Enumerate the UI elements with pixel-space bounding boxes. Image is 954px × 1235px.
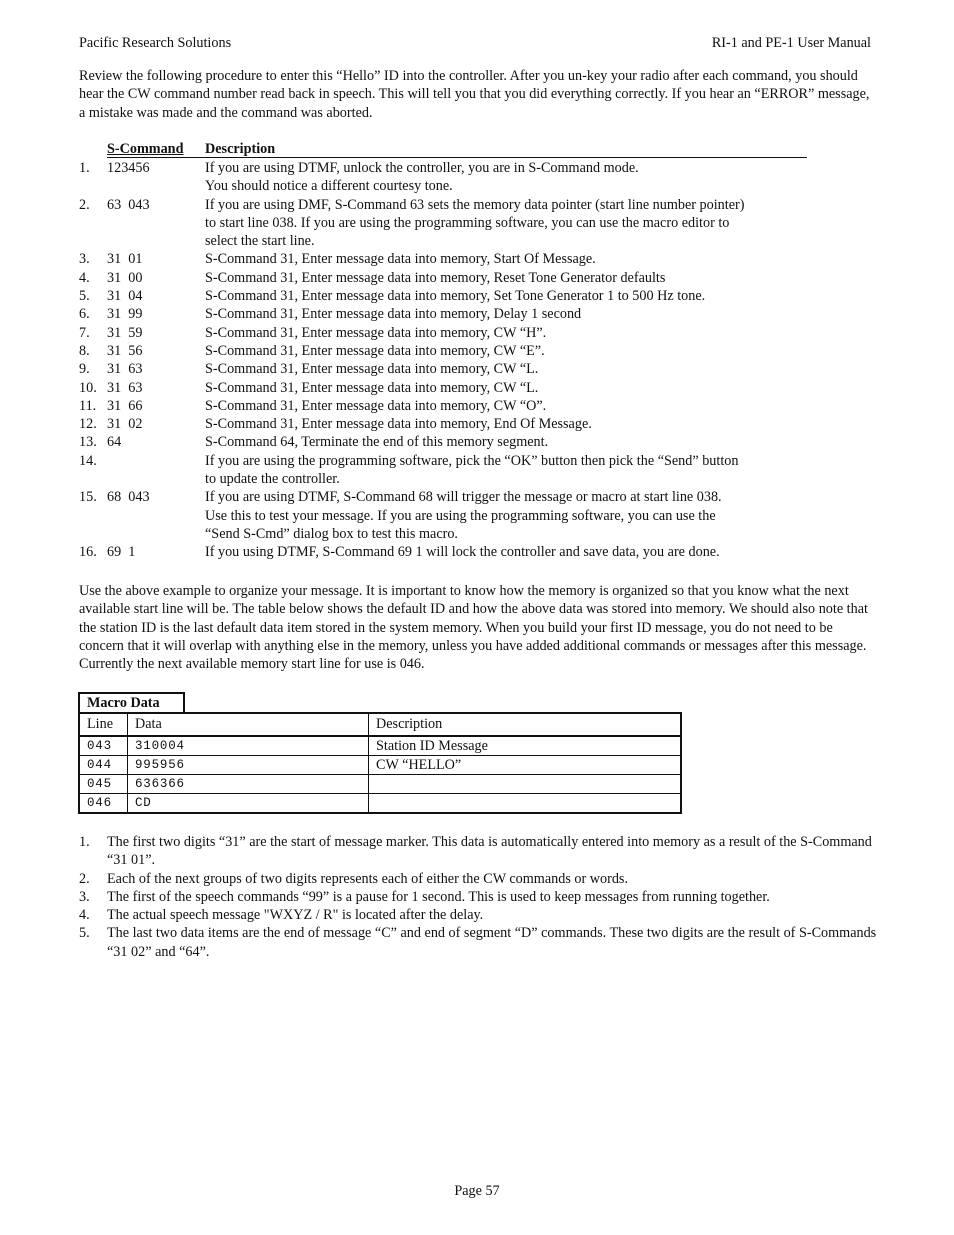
command-row	[79, 342, 819, 360]
command-description	[205, 543, 819, 561]
command-code: 31 63	[107, 379, 143, 396]
list-item	[79, 833, 879, 870]
description-line: “Send S-Cmd” dialog box to test this macro.	[205, 525, 458, 542]
command-code: 31 99	[107, 306, 143, 323]
note-number: 2.	[79, 870, 90, 887]
header-company: Pacific Research Solutions	[79, 35, 232, 51]
table-row	[79, 756, 681, 775]
data-column-header: Data	[128, 713, 369, 736]
description-line: If you are using DMF, S-Command 63 sets the memory data pointer (start line number pointer)	[205, 196, 745, 213]
command-code: 69 1	[107, 544, 136, 561]
step-number: 4.	[79, 269, 90, 286]
step-number: 14.	[79, 452, 97, 469]
command-description	[205, 433, 819, 451]
table-row	[79, 736, 681, 756]
description-cell: CW “HELLO”	[369, 756, 682, 775]
command-row	[79, 250, 819, 268]
list-item	[79, 906, 879, 924]
list-item	[79, 924, 879, 961]
command-code: 31 01	[107, 251, 143, 268]
command-description	[205, 196, 819, 251]
description-line: S-Command 31, Enter message data into memory, Set Tone Generator 1 to 500 Hz tone.	[205, 288, 706, 305]
description-line: Use this to test your message. If you are using the programming software, you can use the	[205, 507, 716, 524]
data-cell: 310004	[128, 736, 369, 756]
command-code: 31 56	[107, 342, 143, 359]
step-number: 5.	[79, 288, 90, 305]
list-item	[79, 870, 879, 888]
step-number: 3.	[79, 251, 90, 268]
command-row	[79, 159, 819, 196]
summary-paragraph: Use the above example to organize your message. It is important to know how the memory is organized so that you know what the next available start line will be. The table below shows the default ID and how the above data was stored into memory. We should also note that the station ID is the last default data item stored in the system memory. When you build your first ID message, you do not need to be concern that it will overlap with anything else in the memory, unless you have added additional commands or messages after this message. Currently the next available memory start line for use is 046.	[79, 583, 868, 673]
command-code: 31 66	[107, 397, 143, 414]
description-line: If you are using DTMF, S-Command 68 will trigger the message or macro at start line 038.	[205, 489, 722, 506]
step-number: 15.	[79, 489, 97, 506]
command-row	[79, 543, 819, 561]
command-description	[205, 305, 819, 323]
command-code: 31 63	[107, 361, 143, 378]
step-number: 1.	[79, 160, 90, 176]
step-number: 16.	[79, 544, 97, 561]
table-row	[79, 794, 681, 814]
data-cell: 995956	[128, 756, 369, 775]
description-line: S-Command 31, Enter message data into memory, Reset Tone Generator defaults	[205, 269, 666, 286]
description-line: You should notice a different courtesy tone.	[205, 178, 453, 195]
list-item	[79, 888, 879, 906]
table-row	[79, 775, 681, 794]
command-description	[205, 287, 819, 305]
command-column-header: S-Command	[107, 141, 184, 157]
command-row	[79, 397, 819, 415]
command-description	[205, 250, 819, 268]
command-description	[205, 415, 819, 433]
command-row	[79, 305, 819, 323]
description-column-header: Description	[205, 141, 276, 157]
macro-table-title: Macro Data	[78, 692, 185, 712]
command-description	[205, 452, 819, 489]
data-cell: CD	[128, 794, 369, 814]
command-table-header	[107, 141, 807, 158]
command-table	[79, 159, 819, 562]
description-line: to start line 038. If you are using the programming software, you can use the macro editor to	[205, 214, 730, 231]
command-description	[205, 159, 819, 196]
description-cell: Station ID Message	[369, 736, 682, 756]
description-line: S-Command 31, Enter message data into memory, CW “O”.	[205, 397, 547, 414]
command-row	[79, 287, 819, 305]
description-line: S-Command 31, Enter message data into memory, Start Of Message.	[205, 251, 596, 268]
description-line: S-Command 31, Enter message data into memory, CW “L.	[205, 361, 539, 378]
intro-paragraph: Review the following procedure to enter this “Hello” ID into the controller. After you un-key your radio after each command, you should hear the CW command number read back in speech. This will tell you that you did everything correctly. If you hear an “ERROR” message, a mistake was made and the command was aborted.	[79, 68, 870, 121]
description-line: S-Command 31, Enter message data into memory, CW “H”.	[205, 324, 547, 341]
macro-table-header-row	[79, 713, 681, 736]
note-text: The first of the speech commands “99” is a pause for 1 second. This is used to keep messages from running together.	[107, 888, 770, 905]
command-row	[79, 415, 819, 433]
command-description	[205, 269, 819, 287]
step-number: 11.	[79, 397, 97, 414]
command-description	[205, 360, 819, 378]
step-number: 12.	[79, 416, 97, 433]
line-cell: 046	[79, 794, 128, 814]
line-column-header: Line	[79, 713, 128, 736]
command-description	[205, 379, 819, 397]
description-line: S-Command 31, Enter message data into memory, CW “L.	[205, 379, 539, 396]
description-line: S-Command 31, Enter message data into memory, End Of Message.	[205, 416, 592, 433]
note-text: The actual speech message "WXYZ / R" is located after the delay.	[107, 907, 484, 924]
description-cell	[369, 794, 682, 814]
command-code: 63 043	[107, 196, 150, 213]
command-row	[79, 379, 819, 397]
command-row	[79, 433, 819, 451]
command-row	[79, 452, 819, 489]
command-code: 123456	[107, 160, 150, 176]
step-number: 7.	[79, 324, 90, 341]
description-cell	[369, 775, 682, 794]
note-number: 4.	[79, 907, 90, 924]
command-row	[79, 488, 819, 543]
step-number: 8.	[79, 342, 90, 359]
note-number: 1.	[79, 834, 90, 850]
step-number: 2.	[79, 196, 90, 213]
description-line: If you are using DTMF, unlock the controller, you are in S-Command mode.	[205, 160, 639, 176]
command-code: 31 04	[107, 288, 143, 305]
command-description	[205, 342, 819, 360]
description-line: S-Command 31, Enter message data into memory, CW “E”.	[205, 342, 545, 359]
command-row	[79, 196, 819, 251]
command-code: 31 00	[107, 269, 143, 286]
note-text: The last two data items are the end of message “C” and end of segment “D” commands. These two digits are the result of S-Commands “31 02” and “64”.	[107, 925, 877, 960]
header-manual-title: RI-1 and PE-1 User Manual	[711, 35, 871, 51]
note-text: Each of the next groups of two digits represents each of either the CW commands or words.	[107, 870, 628, 887]
note-text: The first two digits “31” are the start of message marker. This data is automatically entered into memory as a result of the S-Command “31 01”.	[107, 834, 872, 869]
command-code: 64	[107, 434, 122, 451]
page-number: Page 57	[454, 1183, 500, 1199]
command-code: 68 043	[107, 489, 150, 506]
command-row	[79, 269, 819, 287]
command-description	[205, 324, 819, 342]
step-number: 9.	[79, 361, 90, 378]
description-line: S-Command 31, Enter message data into memory, Delay 1 second	[205, 306, 582, 323]
line-cell: 045	[79, 775, 128, 794]
note-number: 5.	[79, 925, 90, 942]
description-line: select the start line.	[205, 233, 315, 250]
command-description	[205, 397, 819, 415]
command-description	[205, 488, 819, 543]
command-row	[79, 324, 819, 342]
command-code: 31 02	[107, 416, 143, 433]
note-number: 3.	[79, 888, 90, 905]
line-cell: 044	[79, 756, 128, 775]
data-cell: 636366	[128, 775, 369, 794]
description-line: If you using DTMF, S-Command 69 1 will lock the controller and save data, you are done.	[205, 544, 720, 561]
step-number: 10.	[79, 379, 97, 396]
command-row	[79, 360, 819, 378]
step-number: 13.	[79, 434, 97, 451]
description-line: If you are using the programming software, pick the “OK” button then pick the “Send” button	[205, 452, 739, 469]
notes-list	[79, 833, 879, 961]
description-line: S-Command 64, Terminate the end of this memory segment.	[205, 434, 549, 451]
command-code: 31 59	[107, 324, 143, 341]
description-column-header: Description	[369, 713, 682, 736]
line-cell: 043	[79, 736, 128, 756]
description-line: to update the controller.	[205, 471, 340, 488]
step-number: 6.	[79, 306, 90, 323]
macro-data-table	[78, 712, 682, 814]
